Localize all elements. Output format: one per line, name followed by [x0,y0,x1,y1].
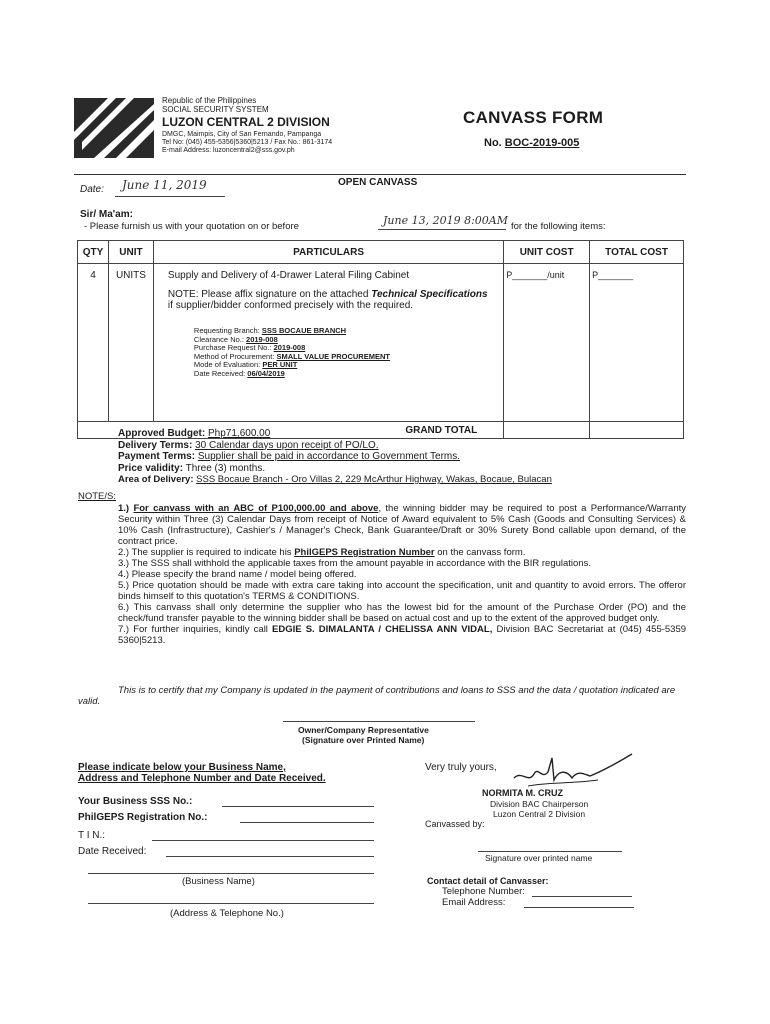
payment-terms: Payment Terms: Supplier shall be paid in accordance to Government Terms. [118,451,461,462]
procurement-details [194,327,493,378]
detail-row: Requesting Branch: SSS BOCAUE BRANCH [193,326,347,335]
delivery-terms: Delivery Terms: 30 Calendar days upon receipt of PO/LO. [118,439,379,451]
business-sss-field[interactable] [222,806,374,807]
items-table [77,240,684,439]
chairperson-title: Division BAC Chairperson [490,799,589,809]
business-sss-label: Your Business SSS No.: [78,796,193,807]
owner-signature-line [283,721,475,722]
telephone-label: Telephone Number: [442,886,525,897]
item-particulars [153,264,503,422]
contact-heading: Contact detail of Canvasser: [427,876,549,886]
owner-label: Owner/Company Representative [298,725,429,735]
business-address-caption: (Address & Telephone No.) [170,908,284,919]
area-of-delivery: Area of Delivery: SSS Bocaue Branch - Oro Villas 2, 229 McArthur Highway, Wakas, Bocaue, Bulacan [118,474,552,485]
detail-row: Purchase Request No.: 2019-008 [193,343,306,352]
note-7: 7.) For further inquiries, kindly call EDGIE S. DIMALANTA / CHELISSA ANN VIDAL, Division BAC Secretariat at (045) 455-5359 5360|5213. [118,624,687,646]
detail-row: Method of Procurement: SMALL VALUE PROCUREMENT [193,351,390,361]
col-qty: QTY [78,241,109,264]
item-total-cost: P_______ [590,264,684,422]
item-note: NOTE: Please affix signature on the attached Technical Specifications if supplier/bidder conformed precisely with the required. [167,289,488,311]
date-received-label: Date Received: [78,846,147,857]
chairperson-name: NORMITA M. CRUZ [482,788,563,798]
grand-total-label: GRAND TOTAL [78,422,504,439]
tin-label: T I N.: [78,830,106,841]
header-division: LUZON CENTRAL 2 DIVISION [162,115,330,129]
table-header-row [78,241,684,264]
telephone-field[interactable] [532,896,632,897]
header-agency: SOCIAL SECURITY SYSTEM [162,105,269,114]
notes-list [118,503,686,646]
terms-block [118,428,678,486]
note-4: 4.) Please specify the brand name / model being offered. [118,569,357,580]
salutation: Sir/ Ma'am: [80,209,133,220]
detail-row: Mode of Evaluation: PER UNIT [193,360,298,369]
request-suffix: for the following items: [511,221,606,232]
note-2: 2.) The supplier is required to indicate his PhilGEPS Registration Number on the canvass form. [118,547,526,558]
form-number: No. BOC-2019-005 [484,137,580,149]
deadline-value: June 13, 2019 8:00AM [383,214,508,227]
business-name-line[interactable] [88,873,374,874]
table-row [78,264,684,422]
detail-row: Clearance No.: 2019-008 [193,334,278,344]
request-text: - Please furnish us with your quotation on or before [84,221,299,232]
header-address: DMGC, Maimpis, City of San Fernando, Pampanga [162,131,322,138]
date-underline [115,196,225,197]
item-unit-cost: P_______/unit [504,264,590,422]
email-label: Email Address: [442,897,506,908]
item-unit: UNITS [108,264,153,422]
form-title: CANVASS FORM [463,108,604,127]
tin-field[interactable] [152,840,374,841]
col-unit-cost: UNIT COST [504,241,590,264]
business-instruction-2: Address and Telephone Number and Date Received. [78,773,326,784]
date-received-field[interactable] [166,856,374,857]
header-divider [74,174,686,175]
canvasser-signature-caption: Signature over printed name [485,853,593,863]
note-1: 1.) For canvass with an ABC of P100,000.00 and above, the winning bidder may be required to post a Performance/Warranty Security within Three (3) Calendar Days from receipt of Notice of Award equivalent to 5% Cash (Goods and Consulting Services) & 10% Cash (Infrastructure), Cashier's / Manager's Check, Bank Guarantee/Draft or 30% Surety Bond callable upon demand, of the contract price. [118,503,686,547]
closing: Very truly yours, [425,762,497,773]
header-email: E-mail Address: luzoncentral2@sss.gov.ph [162,147,295,154]
price-validity: Price validity: Three (3) months. [118,462,266,474]
canvassed-by-label: Canvassed by: [425,819,485,829]
business-instruction-1: Please indicate below your Business Name, [78,762,286,773]
notes-heading: NOTE/S: [78,491,117,502]
col-particulars: PARTICULARS [153,241,503,264]
philgeps-field[interactable] [240,822,374,823]
item-qty: 4 [78,264,109,422]
canvasser-signature-line[interactable] [478,851,622,852]
detail-row: Date Received: 06/04/2019 [193,368,285,378]
header-republic: Republic of the Philippines [162,96,257,105]
item-description: Supply and Delivery of 4-Drawer Lateral Filing Cabinet [167,270,410,281]
header-phone: Tel No: (045) 455-5356|5360|5213 / Fax No.: 861-3174 [162,139,333,146]
certification-text: This is to certify that my Company is updated in the payment of contributions and loans to SSS and the data / quotation indicated are valid. [78,685,676,707]
business-address-line[interactable] [88,903,374,904]
email-field[interactable] [524,907,634,908]
approved-budget: Approved Budget: Php71,600.00 [118,428,271,439]
col-total-cost: TOTAL COST [590,241,684,264]
note-5: 5.) Price quotation should be made with extra care taking into account the specification, unit and quantity to avoid errors. The offeror binds himself to this quotation's TERMS & CONDITIONS. [118,580,686,602]
date-value: June 11, 2019 [122,178,207,192]
date-row: Date: [80,184,104,195]
sss-logo [74,94,154,158]
deadline-underline [378,229,506,230]
owner-caption: (Signature over Printed Name) [302,735,425,745]
col-unit: UNIT [108,241,153,264]
business-name-caption: (Business Name) [182,876,255,887]
canvass-type: OPEN CANVASS [338,177,418,188]
note-6: 6.) This canvass shall only determine the supplier who has the lowest bid for the amount of the Purchase Order (PO) and the check/fund transfer payable to the winning bidder shall be based on actual cost and up to the extent of the approved budget only. [118,602,686,624]
chairperson-division: Luzon Central 2 Division [493,809,586,819]
note-3: 3.) The SSS shall withhold the applicable taxes from the amount payable in accordance with the BIR regulations. [118,558,591,569]
philgeps-label: PhilGEPS Registration No.: [78,812,208,823]
